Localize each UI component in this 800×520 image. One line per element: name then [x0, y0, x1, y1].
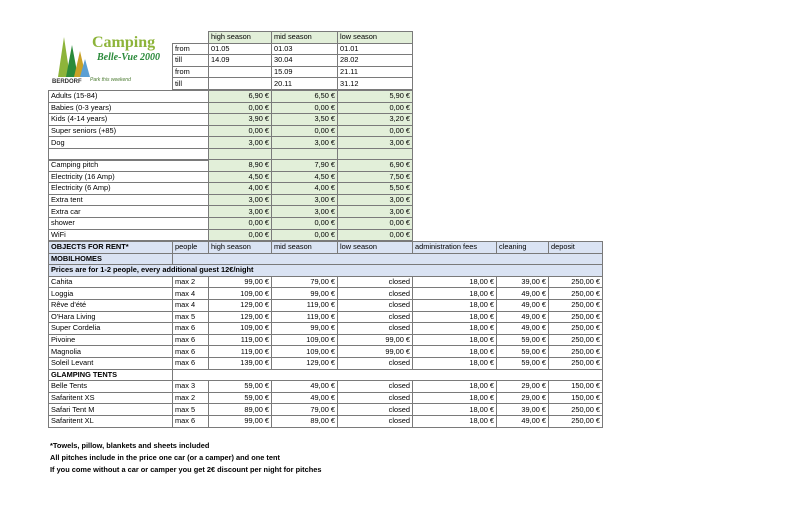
price-row: [49, 217, 413, 229]
price-cell: 0,00 €: [209, 125, 272, 137]
price-cell: 3,00 €: [209, 137, 272, 149]
price-row: [49, 160, 413, 172]
rent-object-name: Super Cordelia: [49, 323, 173, 335]
rent-cell: 109,00 €: [272, 346, 338, 358]
rent-row: [49, 323, 603, 335]
price-cell: 6,50 €: [272, 91, 338, 103]
date-cell: 20.11: [272, 78, 338, 90]
rent-cell: 99,00 €: [209, 276, 272, 288]
price-cell: 3,00 €: [338, 206, 413, 218]
rent-cell: 99,00 €: [272, 288, 338, 300]
price-cell: 6,90 €: [209, 91, 272, 103]
rent-header: low season: [338, 242, 413, 254]
logo-place: BERDORF: [52, 79, 82, 85]
rent-row: [49, 346, 603, 358]
rent-cell: 129,00 €: [209, 311, 272, 323]
price-cell: 0,00 €: [209, 102, 272, 114]
rent-object-name: Magnolia: [49, 346, 173, 358]
rent-cell: 250,00 €: [549, 415, 603, 427]
price-row: [49, 194, 413, 206]
rent-cell: 59,00 €: [497, 357, 549, 369]
rent-cell: closed: [338, 415, 413, 427]
rent-cell: closed: [338, 381, 413, 393]
rent-cell: max 5: [173, 404, 209, 416]
rent-row: [49, 299, 603, 311]
price-label: Electricity (6 Amp): [49, 183, 209, 195]
rent-cell: max 6: [173, 323, 209, 335]
pitch-prices-table: [48, 159, 413, 241]
rent-header: OBJECTS FOR RENT*: [49, 242, 173, 254]
objects-for-rent-table: [48, 241, 603, 428]
price-cell: 3,00 €: [338, 137, 413, 149]
rent-cell: 89,00 €: [272, 415, 338, 427]
price-label: Extra car: [49, 206, 209, 218]
date-cell: 30.04: [272, 55, 338, 67]
note-line: *Towels, pillow, blankets and sheets included: [50, 441, 210, 450]
rent-cell: 119,00 €: [272, 311, 338, 323]
season-date-row: [173, 66, 413, 78]
rent-cell: 18,00 €: [413, 357, 497, 369]
rent-cell: 119,00 €: [209, 334, 272, 346]
logo-title: Camping: [92, 34, 156, 51]
price-label: WiFi: [49, 229, 209, 241]
rent-cell: 250,00 €: [549, 299, 603, 311]
rent-cell: closed: [338, 311, 413, 323]
rent-cell: 59,00 €: [209, 392, 272, 404]
price-cell: 7,90 €: [272, 160, 338, 172]
rent-cell: 59,00 €: [497, 346, 549, 358]
rent-object-name: Rêve d'été: [49, 299, 173, 311]
rent-object-name: O'Hara Living: [49, 311, 173, 323]
price-row: [49, 137, 413, 149]
note-row: [49, 265, 603, 277]
rent-cell: 59,00 €: [209, 381, 272, 393]
rent-cell: 99,00 €: [338, 334, 413, 346]
price-cell: 3,00 €: [272, 206, 338, 218]
rent-cell: 49,00 €: [272, 392, 338, 404]
date-cell: 15.09: [272, 66, 338, 78]
rent-cell: max 3: [173, 381, 209, 393]
price-cell: 0,00 €: [338, 125, 413, 137]
rent-header: cleaning: [497, 242, 549, 254]
price-cell: 0,00 €: [272, 229, 338, 241]
price-label: Dog: [49, 137, 209, 149]
date-cell: 21.11: [338, 66, 413, 78]
season-date-row: [173, 43, 413, 55]
price-row: [49, 206, 413, 218]
rent-cell: 119,00 €: [209, 346, 272, 358]
mobilhomes-title: MOBILHOMES: [49, 253, 173, 265]
price-label: Adults (15-84): [49, 91, 209, 103]
rent-object-name: Loggia: [49, 288, 173, 300]
rent-header-row: [49, 242, 603, 254]
rent-cell: 139,00 €: [209, 357, 272, 369]
trees-logo-icon: [50, 31, 94, 79]
rent-cell: closed: [338, 299, 413, 311]
price-cell: 5,50 €: [338, 183, 413, 195]
rent-cell: 18,00 €: [413, 311, 497, 323]
rent-cell: 18,00 €: [413, 381, 497, 393]
rent-cell: closed: [338, 357, 413, 369]
rent-cell: 29,00 €: [497, 381, 549, 393]
rent-cell: 250,00 €: [549, 346, 603, 358]
rent-cell: 18,00 €: [413, 299, 497, 311]
rent-cell: max 2: [173, 392, 209, 404]
price-cell: 0,00 €: [209, 217, 272, 229]
rent-cell: 18,00 €: [413, 392, 497, 404]
date-cell: 28.02: [338, 55, 413, 67]
rent-cell: max 4: [173, 299, 209, 311]
rent-header: deposit: [549, 242, 603, 254]
rent-row: [49, 334, 603, 346]
rent-cell: max 5: [173, 311, 209, 323]
rent-row: [49, 288, 603, 300]
note-line: If you come without a car or camper you get 2€ discount per night for pitches: [50, 465, 322, 474]
date-label: till: [173, 78, 209, 90]
date-cell: 01.03: [272, 43, 338, 55]
rent-object-name: Belle Tents: [49, 381, 173, 393]
rent-object-name: Safaritent XS: [49, 392, 173, 404]
rent-cell: 99,00 €: [272, 323, 338, 335]
price-cell: 3,00 €: [209, 194, 272, 206]
rent-cell: 119,00 €: [272, 299, 338, 311]
price-cell: 4,50 €: [272, 171, 338, 183]
section-row: [49, 253, 603, 265]
season-date-row: [173, 78, 413, 90]
note-line: All pitches include in the price one car (or a camper) and one tent: [50, 453, 280, 462]
rent-cell: closed: [338, 288, 413, 300]
rent-cell: 109,00 €: [209, 288, 272, 300]
rent-cell: 49,00 €: [497, 415, 549, 427]
rent-cell: 79,00 €: [272, 404, 338, 416]
price-cell: 3,50 €: [272, 114, 338, 126]
price-cell: 0,00 €: [272, 217, 338, 229]
rent-cell: 18,00 €: [413, 334, 497, 346]
date-cell: [209, 66, 272, 78]
price-cell: 3,90 €: [209, 114, 272, 126]
price-cell: 3,20 €: [338, 114, 413, 126]
rent-cell: 39,00 €: [497, 404, 549, 416]
rent-cell: 129,00 €: [209, 299, 272, 311]
rent-cell: max 6: [173, 415, 209, 427]
date-cell: 01.01: [338, 43, 413, 55]
date-cell: 31.12: [338, 78, 413, 90]
rent-object-name: Soleil Levant: [49, 357, 173, 369]
rent-cell: 49,00 €: [497, 299, 549, 311]
rent-cell: 18,00 €: [413, 276, 497, 288]
rent-cell: 49,00 €: [497, 311, 549, 323]
camping-logo: [50, 31, 170, 89]
footnotes: [50, 440, 321, 476]
rent-cell: 79,00 €: [272, 276, 338, 288]
price-label: Super seniors (+85): [49, 125, 209, 137]
date-label: from: [173, 66, 209, 78]
price-label: Extra tent: [49, 194, 209, 206]
price-cell: 0,00 €: [338, 217, 413, 229]
rent-cell: max 6: [173, 346, 209, 358]
rent-cell: closed: [338, 276, 413, 288]
rent-cell: 250,00 €: [549, 404, 603, 416]
rent-cell: 49,00 €: [497, 288, 549, 300]
price-cell: 0,00 €: [272, 125, 338, 137]
season-date-row: [173, 55, 413, 67]
rent-cell: 18,00 €: [413, 404, 497, 416]
rent-row: [49, 311, 603, 323]
rent-cell: 59,00 €: [497, 334, 549, 346]
glamping-title: GLAMPING TENTS: [49, 369, 173, 381]
person-prices-table: [48, 90, 413, 161]
rent-cell: 18,00 €: [413, 346, 497, 358]
mobilhomes-note: Prices are for 1-2 people, every additional guest 12€/night: [49, 265, 603, 277]
empty-cell: [173, 253, 603, 265]
rent-cell: 250,00 €: [549, 288, 603, 300]
season-header-row: [173, 32, 413, 44]
rent-cell: 109,00 €: [209, 323, 272, 335]
rent-cell: 129,00 €: [272, 357, 338, 369]
section-row: [49, 369, 603, 381]
price-cell: 3,00 €: [272, 137, 338, 149]
rent-cell: max 6: [173, 357, 209, 369]
rent-header: administration fees: [413, 242, 497, 254]
empty-cell: [173, 32, 209, 44]
date-label: till: [173, 55, 209, 67]
price-cell: 0,00 €: [209, 229, 272, 241]
price-cell: 4,50 €: [209, 171, 272, 183]
price-cell: 4,00 €: [209, 183, 272, 195]
rent-cell: closed: [338, 404, 413, 416]
date-cell: 01.05: [209, 43, 272, 55]
rent-cell: closed: [338, 392, 413, 404]
rent-header: mid season: [272, 242, 338, 254]
price-row: [49, 171, 413, 183]
price-row: [49, 114, 413, 126]
rent-cell: 250,00 €: [549, 323, 603, 335]
rent-cell: 39,00 €: [497, 276, 549, 288]
rent-cell: 250,00 €: [549, 276, 603, 288]
price-label: Electricity (16 Amp): [49, 171, 209, 183]
price-cell: 4,00 €: [272, 183, 338, 195]
rent-cell: closed: [338, 323, 413, 335]
season-header: mid season: [272, 32, 338, 44]
rent-row: [49, 415, 603, 427]
price-label: Camping pitch: [49, 160, 209, 172]
price-cell: 3,00 €: [272, 194, 338, 206]
rent-row: [49, 404, 603, 416]
price-row: [49, 91, 413, 103]
price-label: shower: [49, 217, 209, 229]
price-row: [49, 125, 413, 137]
price-cell: 0,00 €: [272, 102, 338, 114]
rent-cell: 18,00 €: [413, 323, 497, 335]
empty-cell: [173, 369, 603, 381]
rent-cell: 89,00 €: [209, 404, 272, 416]
price-cell: 0,00 €: [338, 229, 413, 241]
price-cell: 5,90 €: [338, 91, 413, 103]
price-cell: 6,90 €: [338, 160, 413, 172]
price-row: [49, 229, 413, 241]
rent-row: [49, 276, 603, 288]
rent-cell: max 2: [173, 276, 209, 288]
rent-object-name: Pivoine: [49, 334, 173, 346]
date-label: from: [173, 43, 209, 55]
rent-cell: max 6: [173, 334, 209, 346]
price-cell: 3,00 €: [209, 206, 272, 218]
rent-cell: 99,00 €: [209, 415, 272, 427]
logo-subtitle: Belle-Vue 2000: [97, 52, 161, 63]
rent-cell: 18,00 €: [413, 415, 497, 427]
rent-cell: 250,00 €: [549, 357, 603, 369]
rent-object-name: Safaritent XL: [49, 415, 173, 427]
price-row: [49, 102, 413, 114]
rent-cell: 49,00 €: [497, 323, 549, 335]
rent-object-name: Safari Tent M: [49, 404, 173, 416]
rent-cell: 250,00 €: [549, 334, 603, 346]
rent-row: [49, 392, 603, 404]
rent-cell: 29,00 €: [497, 392, 549, 404]
rent-row: [49, 357, 603, 369]
date-cell: [209, 78, 272, 90]
price-cell: 0,00 €: [338, 102, 413, 114]
rent-cell: 49,00 €: [272, 381, 338, 393]
price-cell: 3,00 €: [338, 194, 413, 206]
price-cell: 8,90 €: [209, 160, 272, 172]
rent-cell: 99,00 €: [338, 346, 413, 358]
rent-cell: max 4: [173, 288, 209, 300]
date-cell: 14.09: [209, 55, 272, 67]
season-dates-table: [172, 31, 413, 90]
rent-header: people: [173, 242, 209, 254]
rent-cell: 150,00 €: [549, 392, 603, 404]
season-header: low season: [338, 32, 413, 44]
season-header: high season: [209, 32, 272, 44]
rent-object-name: Cahita: [49, 276, 173, 288]
rent-cell: 109,00 €: [272, 334, 338, 346]
logo-tagline: Park this weekend: [90, 77, 131, 83]
rent-row: [49, 381, 603, 393]
price-cell: 7,50 €: [338, 171, 413, 183]
rent-cell: 150,00 €: [549, 381, 603, 393]
price-label: Babies (0-3 years): [49, 102, 209, 114]
price-label: Kids (4-14 years): [49, 114, 209, 126]
price-row: [49, 183, 413, 195]
rent-cell: 250,00 €: [549, 311, 603, 323]
rent-cell: 18,00 €: [413, 288, 497, 300]
rent-header: high season: [209, 242, 272, 254]
